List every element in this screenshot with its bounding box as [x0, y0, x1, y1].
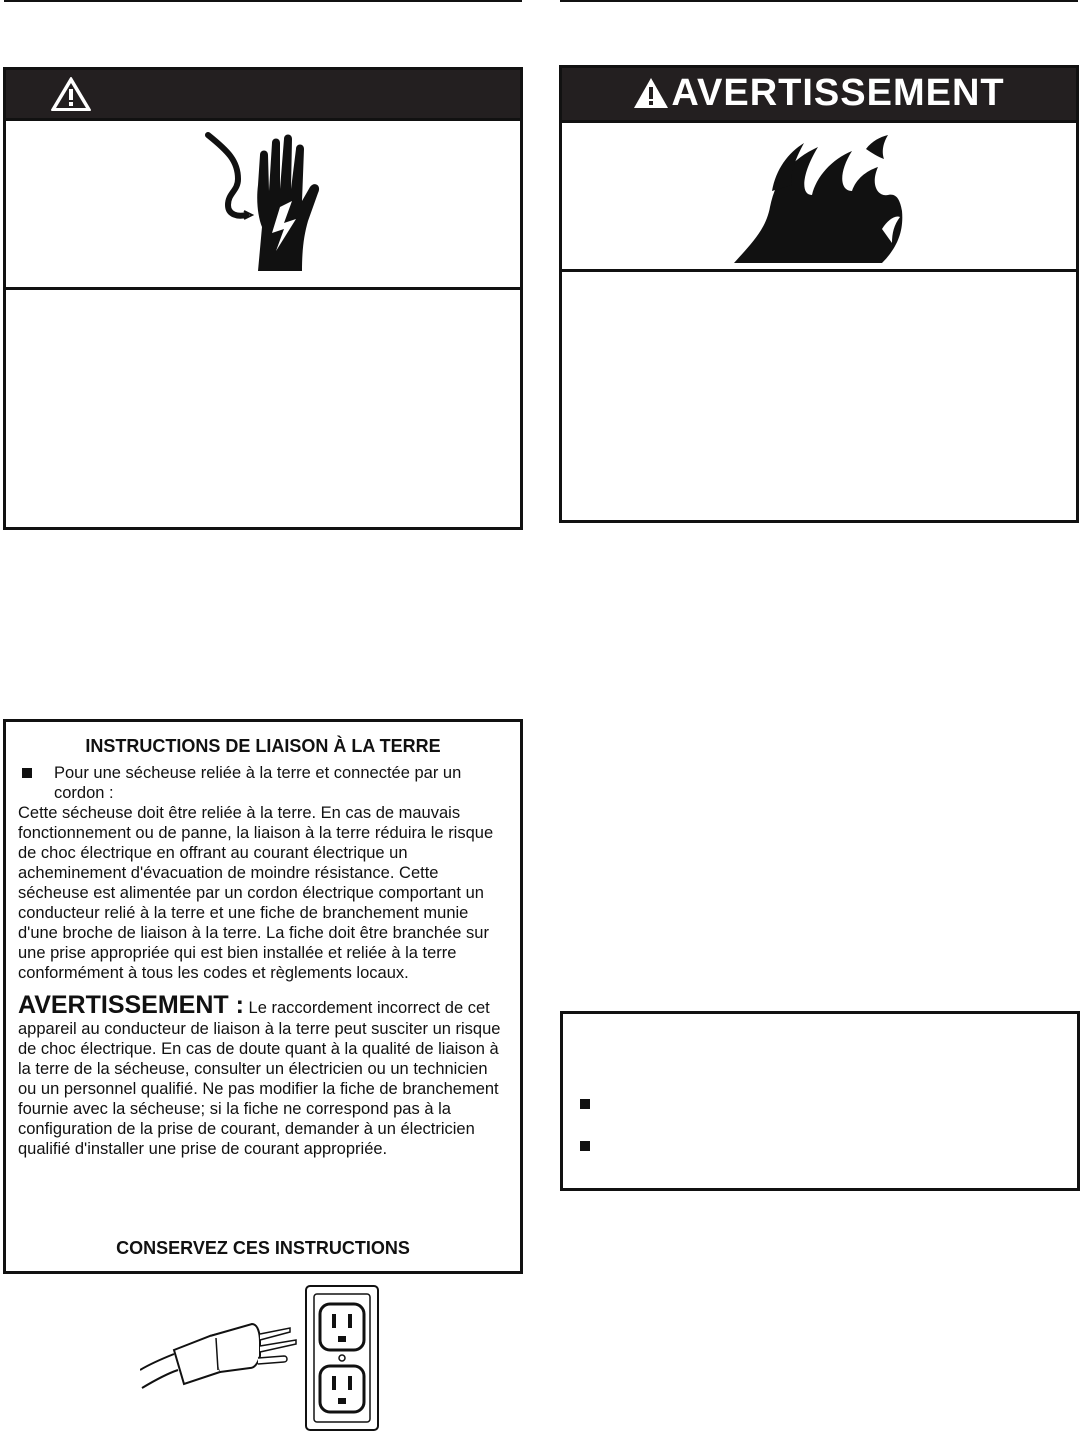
bullet-square-icon	[580, 1099, 590, 1109]
pictogram-area	[562, 120, 1076, 272]
electric-shock-hand-icon	[198, 131, 348, 281]
top-rule-right	[560, 0, 1078, 2]
grounding-footer: CONSERVEZ CES INSTRUCTIONS	[116, 1238, 410, 1258]
grounding-bullet-text: Pour une sécheuse reliée à la terre et connectée par un cordon :	[54, 764, 462, 802]
top-rule-left	[4, 0, 522, 2]
grounding-bullet	[18, 763, 508, 803]
grounded-plug-outlet-icon	[140, 1284, 390, 1434]
bullet-square-icon	[580, 1141, 590, 1151]
warning-header	[6, 70, 520, 118]
grounding-heading: INSTRUCTIONS DE LIAISON À LA TERRE	[85, 736, 441, 756]
electric-shock-warning-box	[3, 67, 523, 530]
grounding-instructions-box	[3, 719, 523, 1274]
warning-triangle-icon	[633, 77, 669, 109]
bullet-square-icon	[22, 768, 32, 778]
requirements-box	[560, 1011, 1080, 1191]
grounding-warning	[18, 991, 508, 1159]
fire-warning-box	[559, 65, 1079, 523]
warning-triangle-icon	[50, 76, 92, 112]
warning-header	[562, 68, 1076, 120]
warning-title	[562, 72, 1076, 115]
warning-title-text: AVERTISSEMENT	[671, 72, 1005, 114]
grounding-warning-lead: AVERTISSEMENT :	[18, 991, 244, 1019]
grounding-warning-text: Le raccordement incorrect de cet appareil au conducteur de liaison à la terre peut susciter un risque de choc électrique. En cas de doute quant à la qualité de liaison à la terre de la sécheuse, consulter un électricien ou un technicien ou un personnel qualifié. Ne pas modifier la fiche de branchement fournie avec la sécheuse; si la fiche ne correspond pas à la configuration de la prise de courant, demander à un électricien qualifié d'installer une prise de courant appropriée.	[18, 999, 501, 1158]
fire-icon	[732, 133, 912, 273]
grounding-paragraph: Cette sécheuse doit être reliée à la terre. En cas de mauvais fonctionnement ou de panne, la liaison à la terre réduira le risque de choc électrique en offrant au courant électrique un acheminement d'évacuation de moindre résistance. Cette sécheuse est alimentée par un cordon électrique comportant un conducteur relié à la terre et une fiche de branchement munie d'une broche de liaison à la terre. La fiche doit être branchée sur une prise appropriée qui est bien installée et reliée à la terre conformément à tous les codes et règlements locaux.	[18, 804, 494, 982]
pictogram-area	[6, 118, 520, 290]
